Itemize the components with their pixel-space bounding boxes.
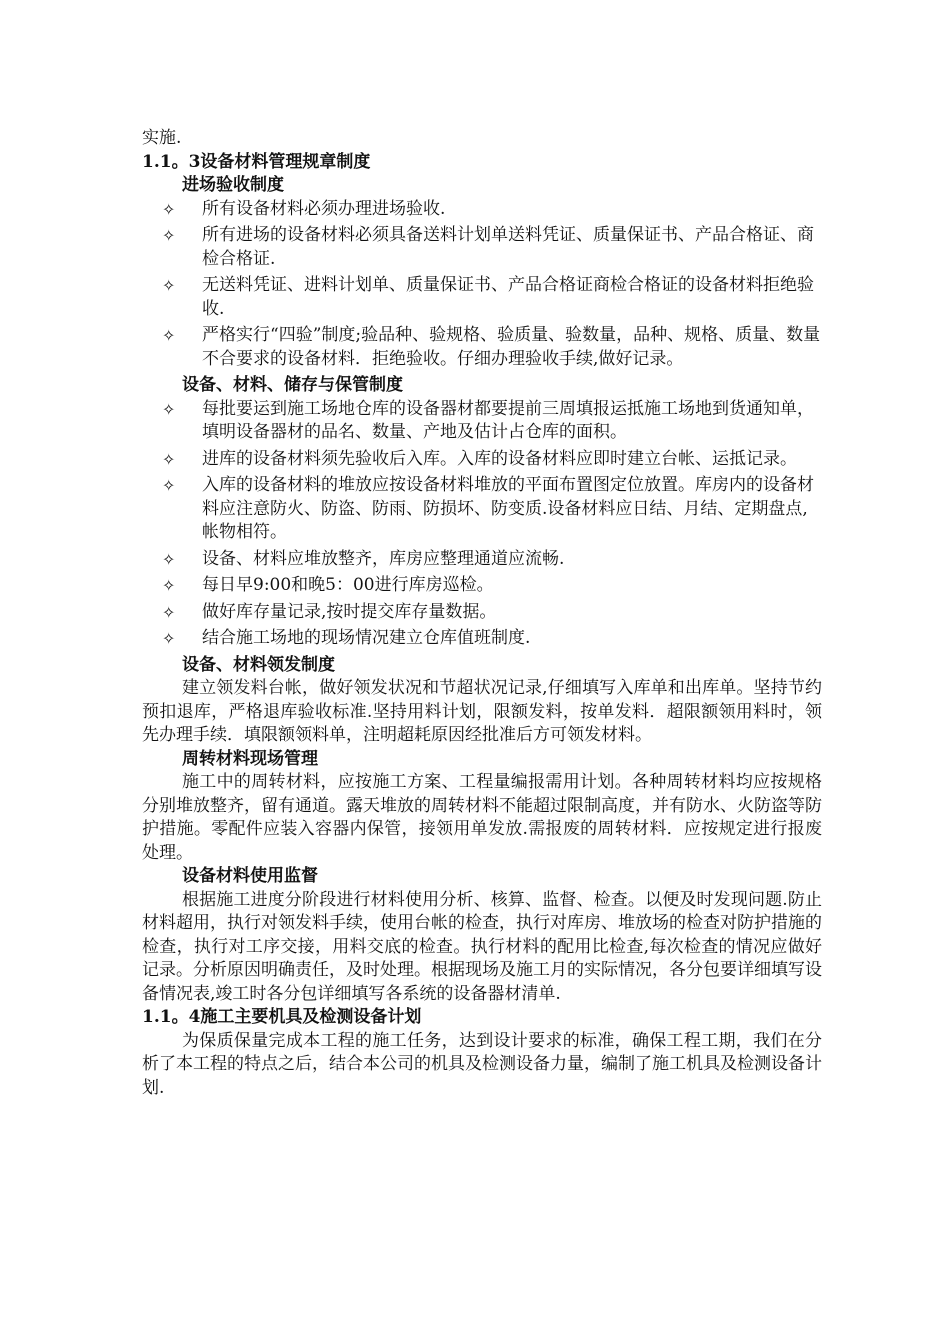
storage-item-text: 设备、材料应堆放整齐，库房应整理通道应流畅. — [202, 548, 565, 569]
issue-paragraph: 建立领发料台帐，做好领发状况和节超状况记录,仔细填写入库单和出库单。坚持节约预扣退库，严格退库验收标准.坚持用料计划，限额发料，按单发料．超限额领用料时，领先办理手续．填限额领料单，注明超耗原因经批准后方可领发材料。 — [142, 678, 822, 745]
supervision-paragraph: 根据施工进度分阶段进行材料使用分析、核算、监督、检查。以便及时发现问题.防止材料超用，执行对领发料手续，使用台帐的检查，执行对库房、堆放场的检查对防护措施的检查，执行对工序交接，用料交底的检查。执行材料的配用比检查,每次检查的情况应做好记录。分析原因明确责任，及时处理。根据现场及施工月的实际情况，各分包要详细填写设备情况表,竣工时各分包详细填写各系统的设备器材清单. — [142, 889, 822, 1004]
acceptance-heading: 进场验收制度 — [182, 175, 284, 195]
document-body — [142, 127, 822, 1100]
diamond-bullet-icon: ✧ — [162, 629, 176, 648]
section-114-heading: 1.1。4施工主要机具及检测设备计划 — [142, 1007, 422, 1027]
storage-item — [142, 574, 822, 598]
acceptance-item-text: 所有设备材料必须办理进场验收. — [202, 198, 446, 219]
diamond-bullet-icon: ✧ — [162, 199, 176, 219]
acceptance-item-text: 无送料凭证、进料计划单、质量保证书、产品合格证商检合格证的设备材料拒绝验收. — [202, 275, 814, 319]
section-113-heading: 1.1。3设备材料管理规章制度 — [142, 151, 371, 172]
diamond-bullet-icon: ✧ — [162, 449, 176, 469]
diamond-bullet-icon: ✧ — [162, 399, 176, 419]
diamond-bullet-icon: ✧ — [162, 476, 176, 495]
diamond-bullet-icon: ✧ — [162, 576, 176, 595]
diamond-bullet-icon: ✧ — [162, 276, 176, 295]
acceptance-item — [142, 324, 822, 371]
storage-item — [142, 548, 822, 572]
section-114-paragraph: 为保质保量完成本工程的施工任务，达到设计要求的标准，确保工程工期，我们在分析了本工程的特点之后，结合本公司的机具及检测设备力量，编制了施工机具及检测设备计划. — [142, 1030, 822, 1098]
diamond-bullet-icon: ✧ — [162, 602, 176, 622]
storage-item — [142, 398, 822, 445]
storage-heading: 设备、材料、储存与保管制度 — [182, 375, 403, 395]
diamond-bullet-icon: ✧ — [162, 326, 176, 345]
storage-list — [142, 398, 822, 651]
diamond-bullet-icon: ✧ — [162, 226, 176, 245]
acceptance-item — [142, 198, 822, 222]
intro-tail-text: 实施. — [142, 128, 182, 148]
acceptance-list — [142, 198, 822, 372]
storage-item — [142, 474, 822, 545]
storage-item-text: 进库的设备材料须先验收后入库。入库的设备材料应即时建立台帐、运抵记录。 — [202, 448, 797, 469]
storage-item-text: 结合施工场地的现场情况建立仓库值班制度. — [202, 628, 531, 648]
acceptance-item — [142, 274, 822, 321]
supervision-heading: 设备材料使用监督 — [182, 866, 318, 886]
turnover-paragraph: 施工中的周转材料，应按施工方案、工程量编报需用计划。各种周转材料均应按规格分别堆放整齐，留有通道。露天堆放的周转材料不能超过限制高度，并有防水、火防盗等防护措施。零配件应装入容器内保管，接领用单发放.需报废的周转材料．应按规定进行报废处理。 — [142, 772, 822, 863]
storage-item — [142, 448, 822, 472]
storage-item — [142, 601, 822, 625]
acceptance-item — [142, 224, 822, 271]
acceptance-item-text: 所有进场的设备材料必须具备送料计划单送料凭证、质量保证书、产品合格证、商检合格证. — [202, 225, 814, 269]
storage-item-text: 入库的设备材料的堆放应按设备材料堆放的平面布置图定位放置。库房内的设备材料应注意防火、防盗、防雨、防损坏、防变质.设备材料应日结、月结、定期盘点,帐物相符。 — [202, 475, 814, 542]
turnover-heading: 周转材料现场管理 — [182, 748, 318, 769]
diamond-bullet-icon: ✧ — [162, 549, 176, 569]
issue-heading: 设备、材料领发制度 — [182, 654, 335, 675]
storage-item-text: 每批要运到施工场地仓库的设备器材都要提前三周填报运抵施工场地到货通知单，填明设备器材的品名、数量、产地及估计占仓库的面积。 — [202, 398, 814, 442]
storage-item — [142, 627, 822, 651]
acceptance-item-text: 严格实行“四验”制度;验品种、验规格、验质量、验数量，品种、规格、质量、数量不合要求的设备材料．拒绝验收。仔细办理验收手续,做好记录。 — [202, 325, 821, 369]
storage-item-text: 做好库存量记录,按时提交库存量数据。 — [202, 601, 497, 622]
storage-item-text: 每日早9:00和晚5：00进行库房巡检。 — [202, 575, 494, 595]
